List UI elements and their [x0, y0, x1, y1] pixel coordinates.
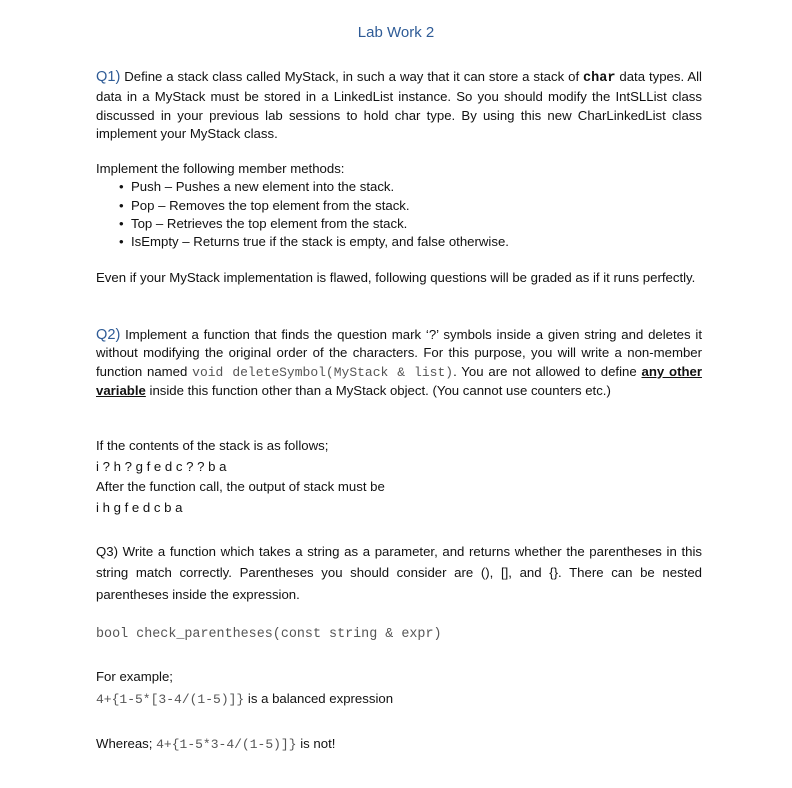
balanced-example: [96, 690, 702, 709]
balanced-text: is a balanced expression: [244, 691, 394, 706]
q2-text-b: . You are not allowed to define: [453, 363, 642, 379]
q1-paragraph: [96, 68, 702, 143]
q2-emphasis: any other variable: [96, 363, 703, 398]
q2-text-a: Implement a function that finds the question mark ‘?’ symbols inside a given string and deletes it without modifying the original order of the characters. For this purpose, you will write a non-member function named: [96, 327, 702, 379]
grading-note: Even if your MyStack implementation is flawed, following questions will be graded as if it runs perfectly.: [96, 270, 696, 285]
methods-list: [96, 178, 702, 251]
q2-text-c: inside this function other than a MyStack object. (You cannot use counters etc.): [145, 382, 611, 398]
q2-example-line3: After the function call, the output of stack must be: [96, 479, 385, 494]
q2-example-line4: i h g f e d c b a: [96, 499, 183, 515]
unbalanced-example: [96, 735, 702, 754]
q1-text-a: Define a stack class called MyStack, in such a way that it can store a stack of: [120, 69, 584, 84]
for-example-label: For example;: [96, 669, 173, 684]
q1-label: Q1): [96, 69, 121, 85]
whereas-label: Whereas;: [96, 736, 157, 751]
q1-text-b: data types. All data in a MyStack must be stored in a LinkedList instance. So you should modify the IntSLList class discussed in your previous lab sessions to hold char type. By using this new CharLinkedList class implement your MyStack class.: [96, 69, 702, 141]
q2-function-signature: void deleteSymbol(MyStack & list): [192, 364, 454, 380]
balanced-expression: 4+{1-5*[3-4/(1-5)]}: [96, 692, 245, 707]
page-title: Lab Work 2: [357, 24, 435, 41]
method-pop: • Pop – Removes the top element from the stack.: [96, 197, 702, 215]
methods-intro: Implement the following member methods:: [96, 161, 345, 176]
q2-example-line1: If the contents of the stack is as follows;: [96, 438, 329, 453]
method-push: • Push – Pushes a new element into the stack.: [96, 178, 702, 196]
unbalanced-expression: 4+{1-5*3-4/(1-5)]}: [156, 737, 297, 752]
methods-section: [96, 160, 702, 251]
q2-example-line2: i ? h ? g f e d c ? ? b a: [96, 458, 227, 474]
q2-label: Q2): [96, 327, 121, 343]
q3-paragraph: Q3) Write a function which takes a string as a parameter, and returns whether the parentheses in this string match correctly. Parentheses you should consider are (), [], and {}. There can be nested parentheses inside the expression.: [96, 544, 702, 602]
unbalanced-text: is not!: [296, 736, 336, 751]
q2-example: [96, 436, 702, 518]
q1-char-keyword: char: [583, 71, 616, 86]
method-top: • Top – Retrieves the top element from the stack.: [96, 215, 702, 233]
q3-signature: bool check_parentheses(const string & expr): [96, 627, 442, 642]
q2-paragraph: [96, 326, 702, 400]
method-isempty: • IsEmpty – Returns true if the stack is empty, and false otherwise.: [96, 233, 702, 251]
